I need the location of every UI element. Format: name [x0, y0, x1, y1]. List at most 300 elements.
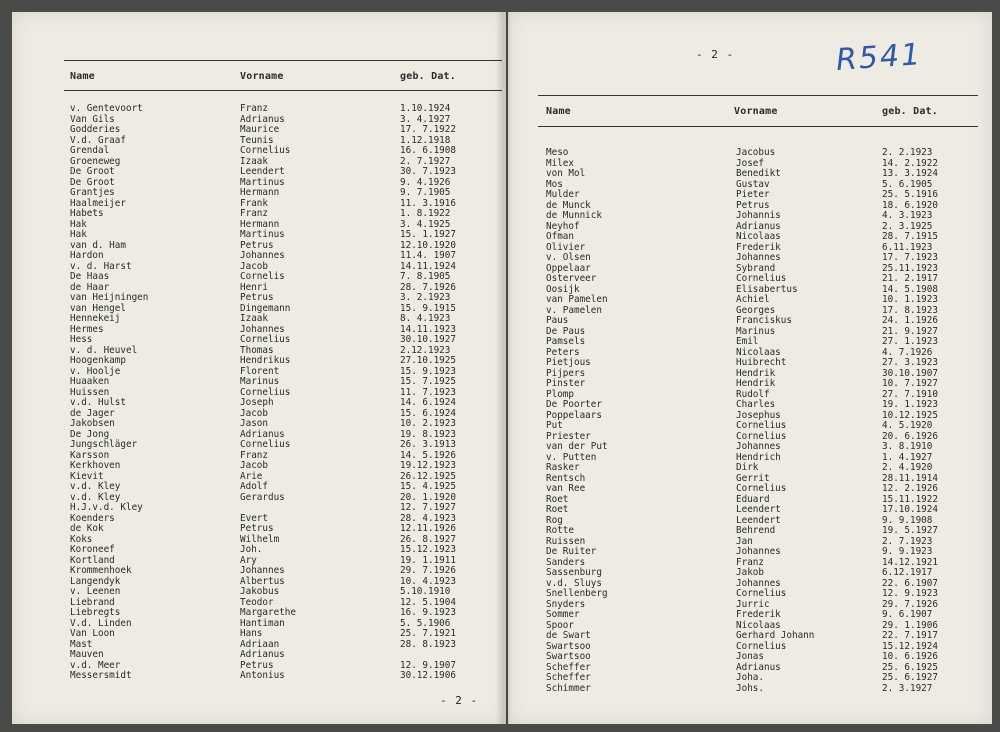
left-page [12, 12, 506, 724]
list-item [70, 482, 500, 493]
birth-date: 22. 6.1907 [882, 577, 938, 589]
birth-date: 9. 4.1926 [400, 176, 451, 188]
surname: Mulder [546, 189, 580, 200]
list-item [546, 568, 976, 579]
list-item [70, 230, 500, 241]
list-item [546, 547, 976, 558]
header-vorname: Vorname [734, 106, 778, 117]
surname: Kortland [70, 554, 115, 566]
first-name: Petrus [240, 292, 274, 303]
surname: Liebrand [70, 596, 115, 608]
list-item [70, 419, 500, 430]
list-item [546, 358, 976, 369]
surname: van der Put [546, 441, 608, 452]
surname: de Munck [546, 199, 591, 211]
first-name: Martinus [240, 229, 285, 240]
surname: Sommer [546, 609, 580, 620]
first-name: Hermann [240, 187, 280, 198]
first-name: Adolf [240, 481, 268, 492]
surname: V.d. Linden [70, 617, 132, 629]
first-name: Jacob [240, 460, 268, 471]
surname: Sassenburg [546, 567, 602, 578]
first-name: Johannes [240, 565, 285, 576]
first-name: Cornelius [736, 588, 787, 599]
first-name: Cornelis [240, 271, 285, 282]
birth-date: 14.12.1921 [882, 556, 938, 568]
birth-date: 22. 7.1917 [882, 630, 938, 641]
list-item [70, 167, 500, 178]
list-item [70, 356, 500, 367]
first-name: Leendert [736, 504, 781, 515]
first-name: Franz [736, 556, 764, 568]
first-name: Dirk [736, 462, 759, 473]
birth-date: 12. 7.1927 [400, 502, 456, 513]
birth-date: 28. 7.1926 [400, 281, 456, 293]
surname: Paus [546, 315, 569, 326]
surname: Hermes [70, 323, 104, 335]
birth-date: 15. 1.1927 [400, 229, 456, 240]
birth-date: 17.10.1924 [882, 504, 938, 515]
surname: Kerkhoven [70, 460, 121, 471]
birth-date: 4. 3.1923 [882, 210, 933, 221]
birth-date: 12.10.1920 [400, 239, 456, 251]
surname: van Pamelen [546, 294, 608, 305]
first-name: Johannes [736, 577, 781, 589]
surname: v. Olsen [546, 252, 591, 263]
birth-date: 3. 4.1925 [400, 218, 451, 230]
birth-date: 2. 7.1927 [400, 155, 451, 167]
birth-date: 10. 1.1923 [882, 294, 938, 305]
surname: Roet [546, 493, 569, 505]
first-name: Pieter [736, 189, 770, 200]
surname: Mast [70, 638, 93, 650]
list-item [70, 146, 500, 157]
list-item [70, 640, 500, 651]
first-name: Frederik [736, 609, 781, 620]
surname: v. Leenen [70, 586, 121, 597]
list-item [70, 377, 500, 388]
surname: v. d. Harst [70, 260, 132, 272]
birth-date: 28. 8.1923 [400, 638, 456, 650]
surname: Oppelaar [546, 262, 591, 274]
birth-date: 24. 1.1926 [882, 315, 938, 326]
list-item [70, 314, 500, 325]
surname: de Kok [70, 523, 104, 534]
first-name: Margarethe [240, 607, 296, 618]
birth-date: 16. 9.1923 [400, 607, 456, 618]
list-item [70, 524, 500, 535]
list-item [546, 421, 976, 432]
right-page [508, 12, 992, 724]
birth-date: 15. 4.1925 [400, 481, 456, 492]
first-name: Cornelius [736, 273, 787, 284]
header-name: Name [546, 106, 571, 117]
surname: v.d. Kley [70, 481, 121, 492]
birth-date: 11. 7.1923 [400, 386, 456, 398]
birth-date: 6.12.1917 [882, 567, 933, 578]
surname: Scheffer [546, 661, 591, 673]
first-name: Jacobus [736, 147, 776, 158]
birth-date: 27. 1.1923 [882, 336, 938, 347]
surname: Hak [70, 229, 87, 240]
first-name: Hendrich [736, 451, 781, 463]
surname: Habets [70, 208, 104, 219]
first-name: Marinus [240, 376, 280, 387]
list-item [70, 650, 500, 661]
surname: Krommenhoek [70, 565, 132, 576]
first-name: Johs. [736, 682, 764, 694]
header-vorname: Vorname [240, 71, 284, 82]
top-rule [64, 60, 502, 61]
surname: V.d. Graaf [70, 134, 126, 146]
first-name: Cornelius [240, 145, 291, 156]
first-name: Dingemann [240, 302, 291, 314]
birth-date: 19.12.1923 [400, 460, 456, 471]
page-crease [496, 12, 512, 724]
first-name: Hermann [240, 218, 280, 230]
surname: Mauven [70, 649, 104, 660]
birth-date: 8. 4.1923 [400, 313, 451, 324]
surname: Hoogenkamp [70, 355, 126, 366]
surname: de Jager [70, 407, 115, 419]
top-rule [538, 95, 978, 96]
birth-date: 9. 7.1905 [400, 187, 451, 198]
surname: Van Loon [70, 628, 115, 639]
birth-date: 9. 9.1908 [882, 514, 933, 526]
first-name: Rudolf [736, 388, 770, 400]
first-name: Franciskus [736, 315, 792, 326]
birth-date: 14.11.1924 [400, 260, 456, 272]
surname: v.d. Meer [70, 659, 121, 671]
surname: Rog [546, 514, 563, 526]
first-name: Florent [240, 365, 280, 377]
surname: De Haas [70, 271, 110, 282]
surname: De Paus [546, 325, 586, 337]
first-name: Frederik [736, 241, 781, 253]
birth-date: 10. 6.1926 [882, 651, 938, 662]
list-item [70, 335, 500, 346]
first-name: Adrianus [736, 220, 781, 232]
list-item [546, 400, 976, 411]
surname: Peters [546, 346, 580, 358]
first-name: Charles [736, 399, 776, 410]
surname: Plomp [546, 388, 574, 400]
first-name: Wilhelm [240, 533, 280, 545]
first-name: Martinus [240, 176, 285, 188]
surname: H.J.v.d. Kley [70, 502, 143, 513]
first-name: Teodor [240, 596, 274, 608]
first-name: Izaak [240, 155, 268, 167]
birth-date: 29. 7.1926 [882, 598, 938, 610]
surname: De Poorter [546, 399, 602, 410]
surname: Jungschläger [70, 439, 138, 450]
birth-date: 3. 2.1923 [400, 292, 451, 303]
list-item [546, 505, 976, 516]
birth-date: 25.11.1923 [882, 262, 938, 274]
first-name: Izaak [240, 313, 268, 324]
list-item [70, 125, 500, 136]
birth-date: 20. 6.1926 [882, 430, 938, 442]
first-name: Gerhard Johann [736, 630, 815, 641]
first-name: Maurice [240, 124, 280, 135]
birth-date: 15.11.1922 [882, 493, 938, 505]
birth-date: 18. 6.1920 [882, 199, 938, 211]
first-name: Evert [240, 512, 268, 524]
first-name: Emil [736, 336, 759, 347]
birth-date: 14. 6.1924 [400, 397, 456, 408]
first-name: Nicolaas [736, 619, 781, 631]
first-name: Johannes [240, 250, 285, 261]
surname: Snellenberg [546, 588, 608, 599]
first-name: Jan [736, 535, 753, 547]
list-item [70, 461, 500, 472]
surname: De Groot [70, 176, 115, 188]
birth-date: 11.4. 1907 [400, 250, 456, 261]
surname: Pietjous [546, 357, 591, 368]
first-name: Gerrit [736, 472, 770, 484]
birth-date: 2. 2.1923 [882, 147, 933, 158]
first-name: Adrianus [240, 113, 285, 125]
first-name: Huibrecht [736, 357, 787, 368]
first-name: Jacob [240, 407, 268, 419]
header-geb-dat: geb. Dat. [882, 106, 938, 117]
birth-date: 30.12.1906 [400, 670, 456, 681]
list-item [546, 610, 976, 621]
birth-date: 5.10.1910 [400, 586, 451, 597]
birth-date: 1.10.1924 [400, 103, 451, 114]
first-name: Johannis [736, 210, 781, 221]
surname: Koks [70, 533, 93, 545]
birth-date: 2.12.1923 [400, 344, 451, 356]
birth-date: 30.10.1927 [400, 334, 456, 345]
first-name: Franz [240, 103, 268, 114]
birth-date: 10. 7.1927 [882, 378, 938, 389]
list-item [546, 190, 976, 201]
birth-date: 19. 1.1923 [882, 399, 938, 410]
surname: v. Gentevoort [70, 103, 143, 114]
first-name: Hans [240, 628, 263, 639]
surname: Ofman [546, 231, 574, 242]
first-name: Petrus [240, 659, 274, 671]
surname: Neyhof [546, 220, 580, 232]
first-name: Albertus [240, 575, 285, 587]
list-item [70, 440, 500, 451]
birth-date: 3. 4.1927 [400, 113, 451, 125]
list-item [546, 526, 976, 537]
archive-stamp: R541 [834, 37, 924, 78]
surname: Snyders [546, 598, 586, 610]
page-number: - 2 - [440, 694, 479, 707]
birth-date: 9. 9.1923 [882, 546, 933, 557]
surname: Sanders [546, 556, 586, 568]
list-item [546, 148, 976, 159]
first-name: Cornelius [736, 483, 787, 494]
list-item [546, 379, 976, 390]
surname: Swartsoo [546, 651, 591, 662]
surname: Schimmer [546, 682, 591, 694]
surname: De Jong [70, 428, 110, 440]
surname: de Haar [70, 281, 110, 293]
surname: Put [546, 420, 563, 431]
birth-date: 29. 1.1906 [882, 619, 938, 631]
birth-date: 29. 7.1926 [400, 565, 456, 576]
birth-date: 25. 6.1927 [882, 672, 938, 683]
birth-date: 11. 3.1916 [400, 197, 456, 209]
surname: Osterveer [546, 273, 597, 284]
list-item [546, 463, 976, 474]
birth-date: 30. 7.1923 [400, 166, 456, 177]
first-name: Adrianus [240, 649, 285, 660]
first-name: Cornelius [240, 386, 291, 398]
birth-date: 12.11.1926 [400, 523, 456, 534]
list-item [546, 295, 976, 306]
first-name: Frank [240, 197, 268, 209]
surname: Milex [546, 157, 574, 169]
first-name: Hantiman [240, 617, 285, 629]
surname: De Ruiter [546, 546, 597, 557]
first-name: Petrus [240, 239, 274, 251]
surname: Priester [546, 430, 591, 442]
list-item [70, 293, 500, 304]
birth-date: 12. 2.1926 [882, 483, 938, 494]
surname: Pinster [546, 378, 586, 389]
surname: Scheffer [546, 672, 591, 683]
surname: Grantjes [70, 187, 115, 198]
birth-date: 10. 2.1923 [400, 418, 456, 429]
surname: van d. Ham [70, 239, 126, 251]
first-name: Petrus [240, 523, 274, 534]
first-name: Jakob [736, 567, 764, 578]
birth-date: 7. 8.1905 [400, 271, 451, 282]
first-name: Joseph [240, 397, 274, 408]
list-item [546, 211, 976, 222]
surname: Koenders [70, 512, 115, 524]
first-name: Teunis [240, 134, 274, 146]
first-name: Franz [240, 208, 268, 219]
surname: Hess [70, 334, 93, 345]
list-item [70, 104, 500, 115]
surname: De Groot [70, 166, 115, 177]
birth-date: 19. 8.1923 [400, 428, 456, 440]
first-name: Elisabertus [736, 283, 798, 295]
first-name: Benedikt [736, 168, 781, 179]
first-name: Ary [240, 554, 257, 566]
birth-date: 26. 3.1913 [400, 439, 456, 450]
birth-date: 14. 2.1922 [882, 157, 938, 169]
birth-date: 1.12.1918 [400, 134, 451, 146]
birth-date: 27.10.1925 [400, 355, 456, 366]
birth-date: 2. 3.1925 [882, 220, 933, 232]
list-item [70, 608, 500, 619]
first-name: Josephus [736, 409, 781, 421]
list-item [70, 671, 500, 682]
birth-date: 17. 8.1923 [882, 304, 938, 316]
list-item [546, 316, 976, 327]
first-name: Cornelius [240, 334, 291, 345]
first-name: Franz [240, 449, 268, 461]
birth-date: 16. 6.1908 [400, 145, 456, 156]
birth-date: 4. 5.1920 [882, 420, 933, 431]
birth-date: 6.11.1923 [882, 241, 933, 253]
header-rule [64, 90, 502, 91]
list-item [546, 232, 976, 243]
birth-date: 21. 9.1927 [882, 325, 938, 337]
first-name: Adrianus [736, 661, 781, 673]
surname: Kievit [70, 470, 104, 482]
birth-date: 25. 5.1916 [882, 189, 938, 200]
birth-date: 2. 7.1923 [882, 535, 933, 547]
first-name: Cornelius [736, 420, 787, 431]
surname: v.d. Hulst [70, 397, 126, 408]
surname: v.d. Kley [70, 491, 121, 503]
surname: Koroneef [70, 544, 115, 555]
first-name: Johannes [736, 441, 781, 452]
surname: v. d. Heuvel [70, 344, 138, 356]
surname: Rotte [546, 525, 574, 536]
surname: Grendal [70, 145, 110, 156]
birth-date: 15.12.1924 [882, 640, 938, 652]
surname: Haalmeijer [70, 197, 126, 209]
surname: Ruissen [546, 535, 586, 547]
first-name: Johannes [736, 546, 781, 557]
surname: Messersmidt [70, 670, 132, 681]
list-item [70, 188, 500, 199]
birth-date: 25. 7.1921 [400, 628, 456, 639]
birth-date: 27. 7.1910 [882, 388, 938, 400]
surname: Jakobsen [70, 418, 115, 429]
surname: Langendyk [70, 575, 121, 587]
birth-date: 17. 7.1922 [400, 124, 456, 135]
first-name: Jason [240, 418, 268, 429]
list-item [70, 398, 500, 409]
birth-date: 19. 5.1927 [882, 525, 938, 536]
list-item [70, 587, 500, 598]
birth-date: 26. 8.1927 [400, 533, 456, 545]
list-item [70, 566, 500, 577]
first-name: Adrianus [240, 428, 285, 440]
surname: Pamsels [546, 336, 586, 347]
birth-date: 15. 9.1923 [400, 365, 456, 377]
surname: Swartsoo [546, 640, 591, 652]
list-item [70, 629, 500, 640]
surname: Hak [70, 218, 87, 230]
birth-date: 21. 2.1917 [882, 273, 938, 284]
birth-date: 28. 7.1915 [882, 231, 938, 242]
first-name: Petrus [736, 199, 770, 211]
list-item [70, 545, 500, 556]
birth-date: 12. 5.1904 [400, 596, 456, 608]
surname: Roet [546, 504, 569, 515]
surname: v. Putten [546, 451, 597, 463]
list-item [546, 684, 976, 695]
first-name: Antonius [240, 670, 285, 681]
birth-date: 12. 9.1907 [400, 659, 456, 671]
list-item [70, 272, 500, 283]
page-number-top: - 2 - [696, 48, 735, 61]
surname: Hennekeij [70, 313, 121, 324]
first-name: Jakobus [240, 586, 280, 597]
birth-date: 2. 4.1920 [882, 462, 933, 473]
surname: Mos [546, 178, 563, 190]
surname: Spoor [546, 619, 574, 631]
list-item [70, 209, 500, 220]
first-name: Sybrand [736, 262, 776, 274]
first-name: Johannes [736, 252, 781, 263]
surname: Rentsch [546, 472, 586, 484]
first-name: Joh. [240, 544, 263, 555]
first-name: Hendrik [736, 367, 776, 379]
birth-date: 20. 1.1920 [400, 491, 456, 503]
